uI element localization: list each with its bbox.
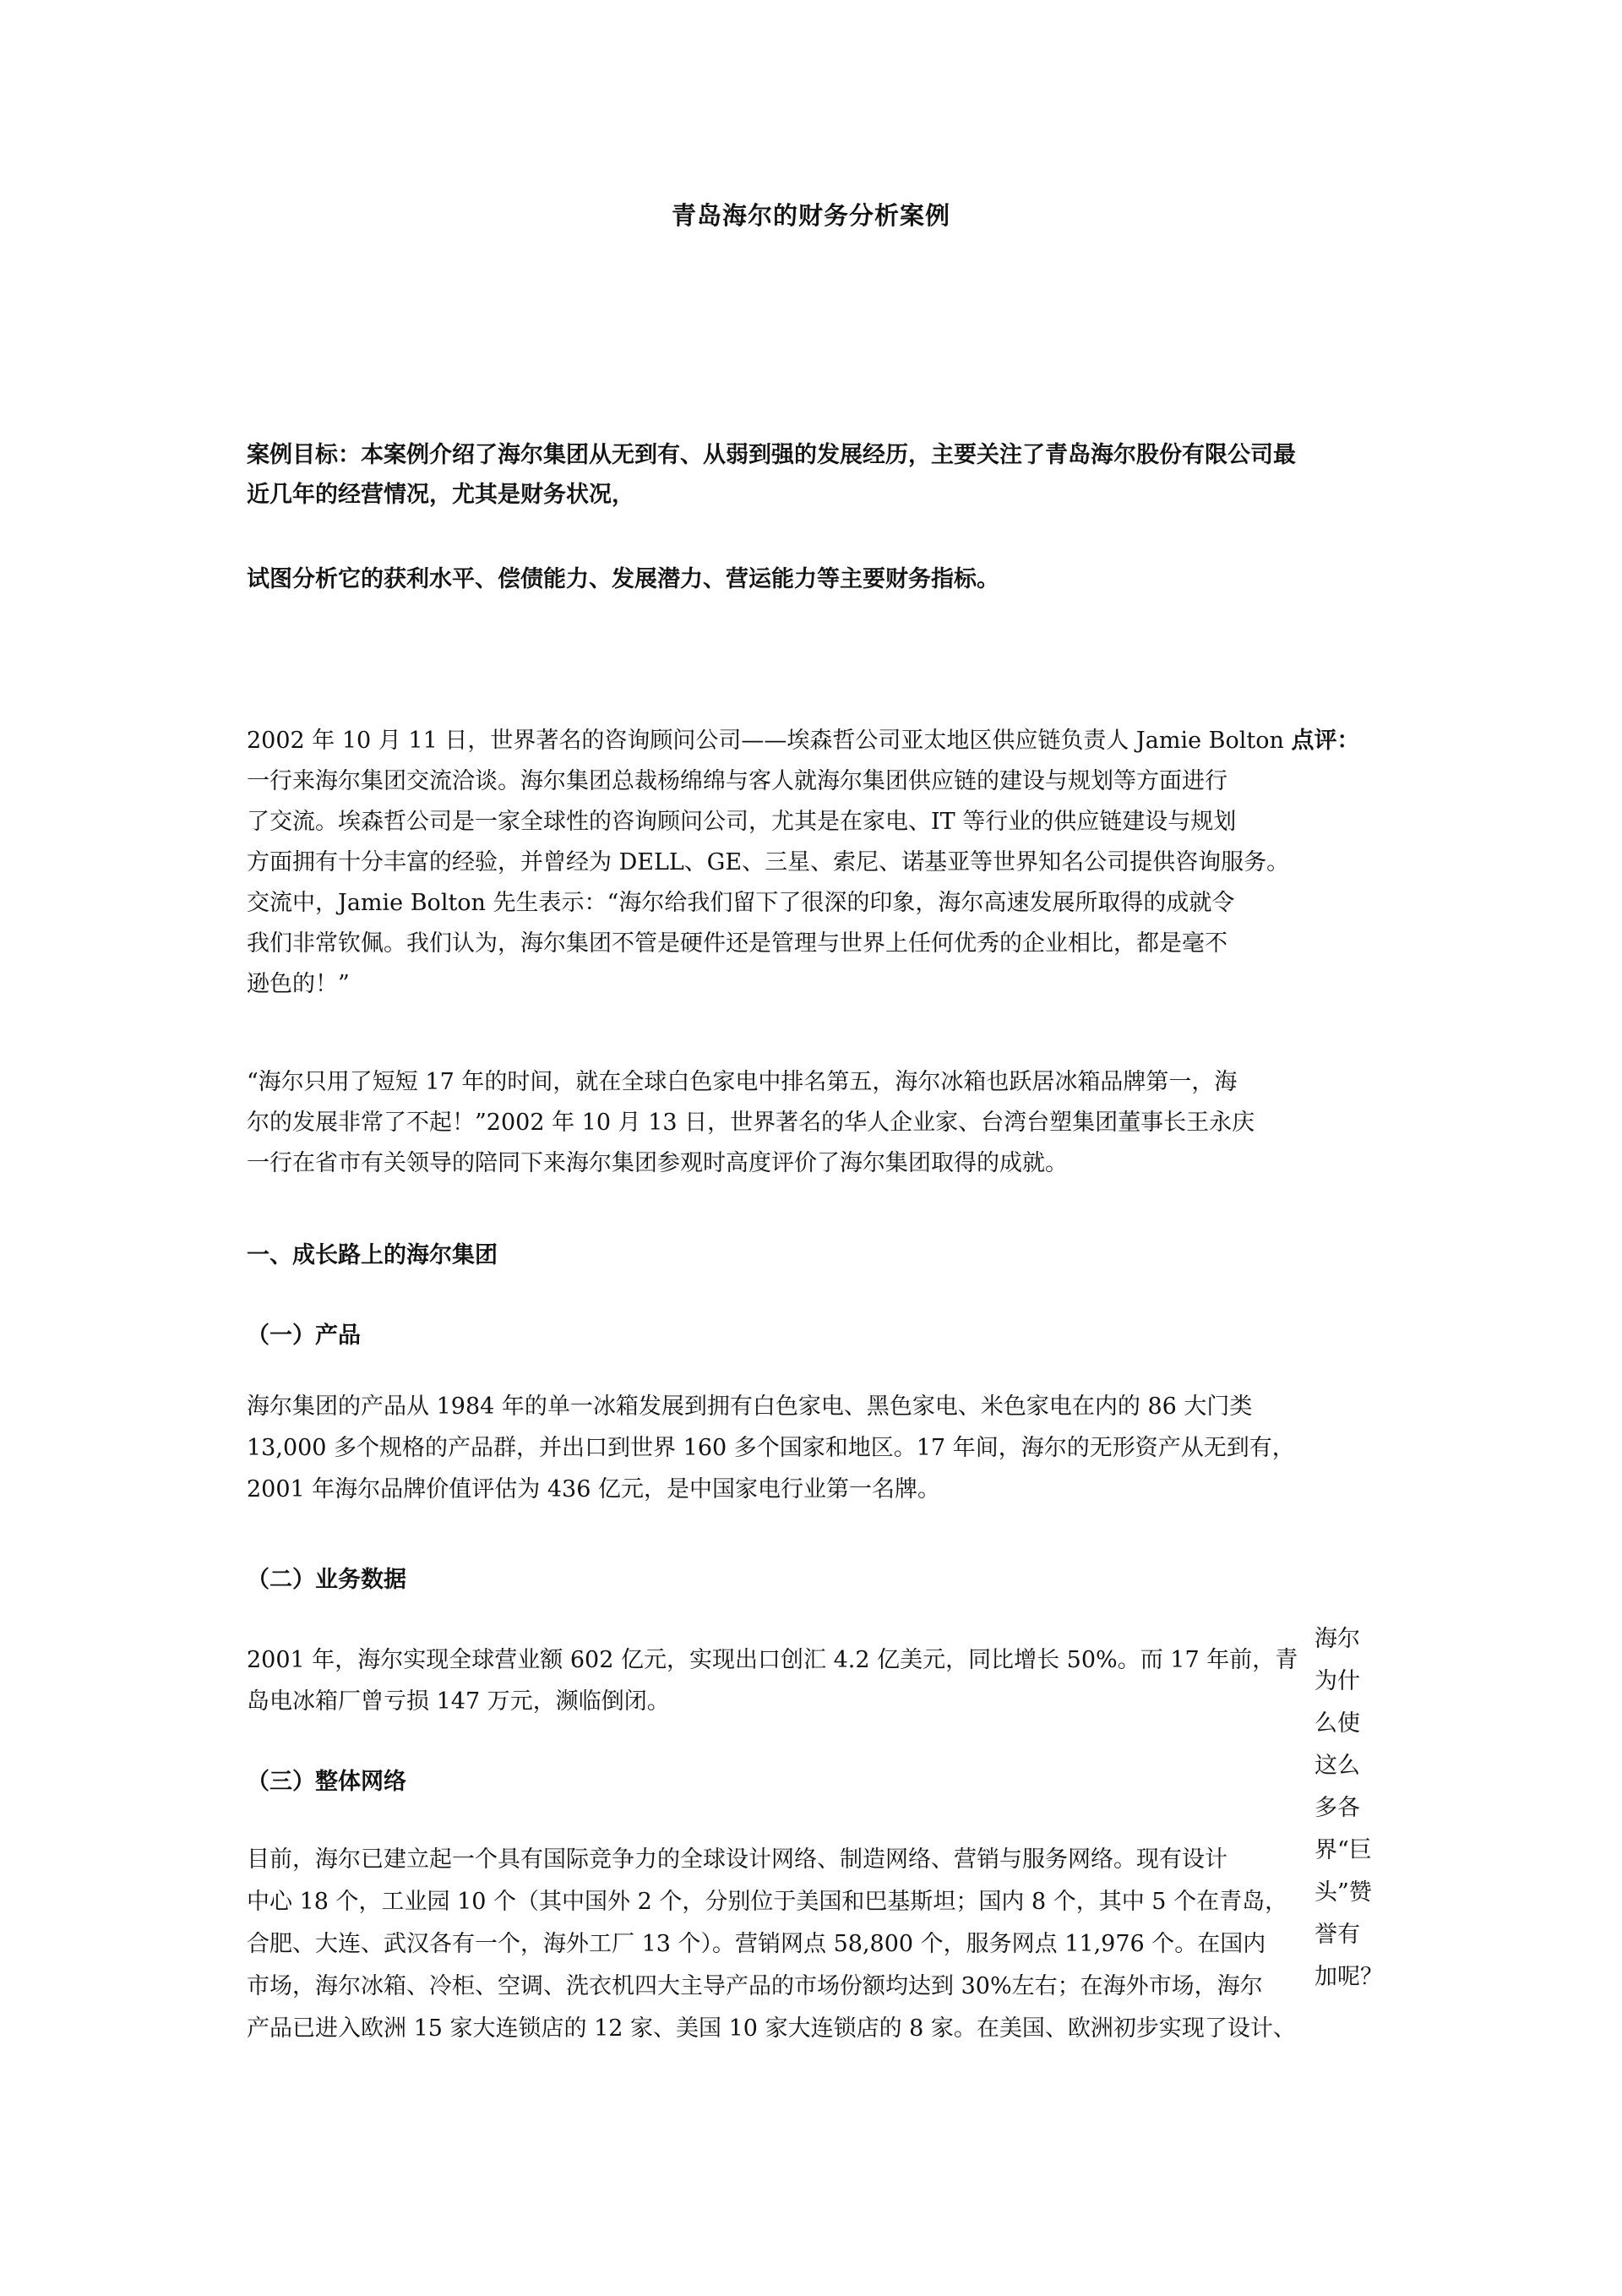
paragraph-line: 2001 年，海尔实现全球营业额 602 亿元，实现出口创汇 4.2 亿美元，同比增长 50%。而 17 年前，青 <box>247 1647 1298 1673</box>
paragraph-line: 一行在省市有关领导的陪同下来海尔集团参观时高度评价了海尔集团取得的成就。 <box>247 1150 1068 1176</box>
margin-note-line: 为什 <box>1314 1668 1360 1694</box>
paragraph-line: 尔的发展非常了不起！”2002 年 10 月 13 日，世界著名的华人企业家、台湾台塑集团董事长王永庆 <box>247 1110 1255 1136</box>
margin-note-question <box>1314 1618 1391 1999</box>
margin-note-line: 这么 <box>1314 1753 1360 1779</box>
paragraph-line: 2001 年海尔品牌价值评估为 436 亿元，是中国家电行业第一名牌。 <box>247 1476 940 1502</box>
page-title: 青岛海尔的财务分析案例 <box>671 201 950 230</box>
subsection-heading-business-data: （二）业务数据 <box>247 1567 406 1593</box>
objective-line: 试图分析它的获利水平、偿债能力、发展潜力、营运能力等主要财务指标。 <box>247 566 999 592</box>
objective-line: 案例目标：本案例介绍了海尔集团从无到有、从弱到强的发展经历，主要关注了青岛海尔股份有限公司最 <box>247 442 1296 468</box>
subsection-heading-network: （三）整体网络 <box>247 1769 406 1795</box>
case-objective <box>247 435 1387 515</box>
margin-note-line: 海尔 <box>1314 1626 1360 1652</box>
margin-note-line: 界“巨 <box>1314 1837 1372 1863</box>
paragraph-business-data <box>247 1639 1311 1722</box>
paragraph-line: 产品已进入欧洲 15 家大连锁店的 12 家、美国 10 家大连锁店的 8 家。在美国、欧洲初步实现了设计、 <box>247 2015 1296 2042</box>
paragraph-network <box>247 1839 1311 2050</box>
paragraph-accenture-comment <box>247 721 1387 1005</box>
margin-note-line: 么使 <box>1314 1710 1360 1737</box>
paragraph-line <box>247 721 1387 761</box>
subsection-heading-products: （一）产品 <box>247 1323 361 1349</box>
paragraph-line: 岛电冰箱厂曾亏损 147 万元，濒临倒闭。 <box>247 1688 670 1715</box>
margin-note-line: 头”赞 <box>1314 1879 1372 1906</box>
comment-label: 点评： <box>1291 728 1360 754</box>
margin-note-line: 誉有 <box>1314 1922 1360 1948</box>
objective-line: 近几年的经营情况，尤其是财务状况， <box>247 482 634 509</box>
paragraph-line: 了交流。埃森哲公司是一家全球性的咨询顾问公司，尤其是在家电、IT 等行业的供应链建设与规划 <box>247 809 1237 835</box>
section-heading: 一、成长路上的海尔集团 <box>247 1242 498 1268</box>
paragraph-line: 逊色的！” <box>247 971 350 997</box>
paragraph-line: 目前，海尔已建立起一个具有国际竞争力的全球设计网络、制造网络、营销与服务网络。现有设计 <box>247 1846 1227 1873</box>
margin-note-line: 多各 <box>1314 1795 1360 1821</box>
paragraph-wang-yongqing <box>247 1062 1387 1184</box>
paragraph-line: 一行来海尔集团交流洽谈。海尔集团总裁杨绵绵与客人就海尔集团供应链的建设与规划等方面进行 <box>247 768 1227 794</box>
paragraph-line: 方面拥有十分丰富的经验，并曾经为 DELL、GE、三星、索尼、诺基亚等世界知名公司提供咨询服务。 <box>247 849 1290 875</box>
paragraph-line: 合肥、大连、武汉各有一个，海外工厂 13 个）。营销网点 58,800 个，服务网点 11,976 个。在国内 <box>247 1931 1266 1957</box>
paragraph-line: 13,000 多个规格的产品群，并出口到世界 160 多个国家和地区。17 年间，海尔的无形资产从无到有， <box>247 1435 1295 1461</box>
paragraph-line: 交流中，Jamie Bolton 先生表示：“海尔给我们留下了很深的印象，海尔高速发展所取得的成就令 <box>247 890 1235 916</box>
paragraph-line: 海尔集团的产品从 1984 年的单一冰箱发展到拥有白色家电、黑色家电、米色家电在内的 86 大门类 <box>247 1393 1253 1420</box>
paragraph-line: 我们非常钦佩。我们认为，海尔集团不管是硬件还是管理与世界上任何优秀的企业相比，都是毫不 <box>247 930 1227 957</box>
paragraph-line: “海尔只用了短短 17 年的时间，就在全球白色家电中排名第五，海尔冰箱也跃居冰箱品牌第一，海 <box>247 1069 1238 1095</box>
paragraph-text: 2002 年 10 月 11 日，世界著名的咨询顾问公司——埃森哲公司亚太地区供应链负责人 Jamie Bolton <box>247 728 1292 754</box>
margin-note-line: 加呢？ <box>1314 1964 1383 1990</box>
paragraph-line: 中心 18 个，工业园 10 个（其中国外 2 个，分别位于美国和巴基斯坦；国内 8 个，其中 5 个在青岛， <box>247 1889 1288 1915</box>
case-objective-continued <box>247 559 1387 599</box>
paragraph-products <box>247 1386 1387 1510</box>
paragraph-line: 市场，海尔冰箱、冷柜、空调、洗衣机四大主导产品的市场份额均达到 30%左右；在海外市场，海尔 <box>247 1973 1263 1999</box>
